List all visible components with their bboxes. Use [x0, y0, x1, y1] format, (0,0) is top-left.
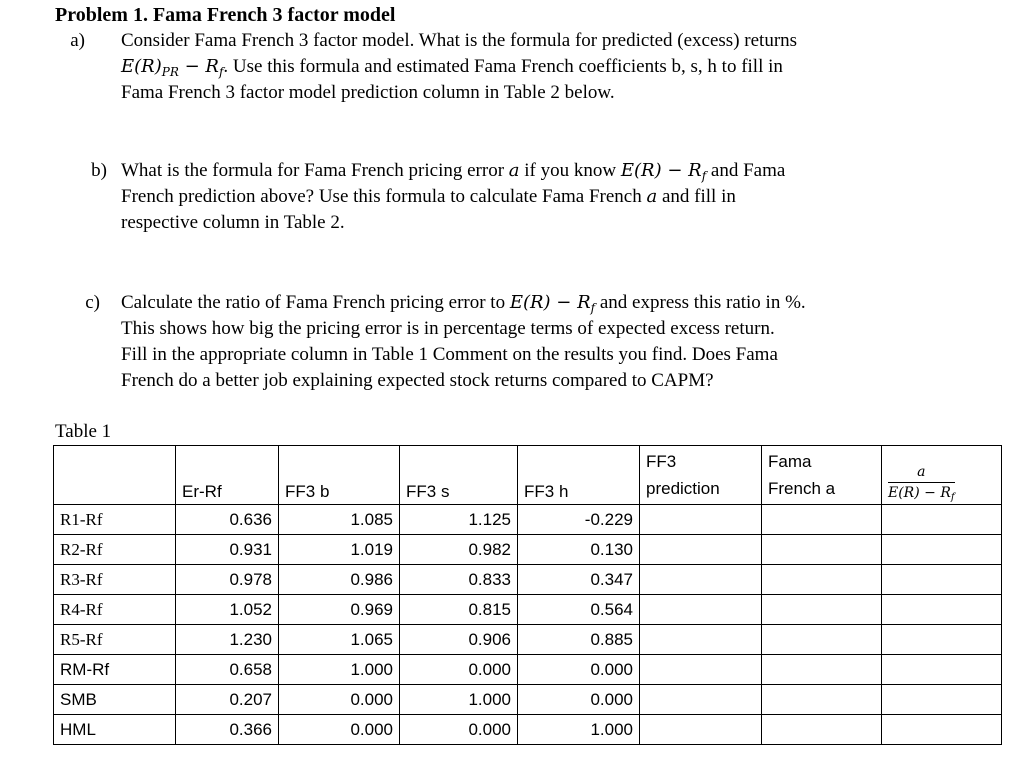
er-rf-cell: 1.230	[176, 625, 279, 655]
ff3-s-cell: 0.906	[400, 625, 518, 655]
table-row	[54, 625, 1002, 655]
header-ff3-prediction	[640, 446, 762, 505]
row-label-cell: R1-Rf	[54, 505, 176, 535]
ff3-h-cell: 0.885	[518, 625, 640, 655]
question-b-line-3: respective column in Table 2.	[121, 212, 345, 233]
question-b-text	[121, 158, 981, 236]
formula-minus-r: − R	[178, 56, 219, 77]
fama-french-alpha-cell	[762, 505, 882, 535]
fama-french-alpha-cell	[762, 625, 882, 655]
table-row	[54, 535, 1002, 565]
question-a-line-1: Consider Fama French 3 factor model. What is the formula for predicted (excess) returns	[121, 30, 798, 51]
formula-sub-f: f	[218, 65, 224, 79]
fama-french-alpha-cell	[762, 715, 882, 745]
formula-sub-pr: PR	[161, 65, 179, 79]
ff3-prediction-cell	[640, 655, 762, 685]
ff3-h-cell: 0.000	[518, 655, 640, 685]
ff3-s-cell: 0.982	[400, 535, 518, 565]
ff3-prediction-cell	[640, 625, 762, 655]
row-label-cell: HML	[54, 715, 176, 745]
header-ff3-b: FF3 b	[279, 446, 400, 505]
ff3-s-cell: 0.815	[400, 595, 518, 625]
er-rf-cell: 0.931	[176, 535, 279, 565]
ff3-s-cell: 1.000	[400, 685, 518, 715]
ff3-s-cell: 0.000	[400, 655, 518, 685]
alpha-ratio-denominator	[888, 483, 955, 501]
ff3-prediction-cell	[640, 715, 762, 745]
ff3-h-cell: 0.564	[518, 595, 640, 625]
question-a-text	[121, 28, 981, 106]
question-c-text	[121, 290, 1001, 394]
alpha-ratio-cell	[882, 685, 1002, 715]
ff3-s-cell: 1.125	[400, 505, 518, 535]
alpha-ratio-cell	[882, 565, 1002, 595]
ff3-h-cell: 0.130	[518, 535, 640, 565]
formula-sub-f: f	[701, 169, 707, 183]
question-b-line-2-post: and fill in	[657, 186, 736, 207]
row-label-cell: R4-Rf	[54, 595, 176, 625]
alpha-symbol: a	[508, 160, 520, 181]
ff3-b-cell: 1.065	[279, 625, 400, 655]
formula-er: E(R)	[121, 56, 162, 77]
question-a-line-2-rest: . Use this formula and estimated Fama French coefficients b, s, h to fill in	[223, 56, 783, 77]
fama-french-alpha-cell	[762, 685, 882, 715]
formula-er-minus-r: E(R) − R	[509, 292, 591, 313]
table-body	[54, 505, 1002, 745]
ff3-h-cell: 1.000	[518, 715, 640, 745]
header-fama-french-alpha	[762, 446, 882, 505]
er-rf-cell: 0.366	[176, 715, 279, 745]
fama-french-alpha-cell	[762, 655, 882, 685]
header-ff3-h: FF3 h	[518, 446, 640, 505]
ff3-prediction-cell	[640, 535, 762, 565]
table-caption: Table 1	[55, 421, 112, 442]
table-row	[54, 595, 1002, 625]
er-rf-cell: 0.636	[176, 505, 279, 535]
table-header-row	[54, 446, 1002, 505]
question-b-line-2	[121, 184, 981, 210]
header-fama-french-alpha-line-1: Fama	[768, 452, 812, 471]
question-b-line-1-mid: if you know	[519, 160, 621, 181]
ff3-prediction-cell	[640, 685, 762, 715]
formula-sub-f: f	[590, 301, 596, 315]
question-c-line-2: This shows how big the pricing error is in percentage terms of expected excess return.	[121, 318, 775, 339]
table-row	[54, 565, 1002, 595]
alpha-symbol: a	[646, 186, 658, 207]
question-a-line-3: Fama French 3 factor model prediction column in Table 2 below.	[121, 82, 615, 103]
alpha-ratio-cell	[882, 715, 1002, 745]
header-ff3-prediction-line-2: prediction	[646, 479, 720, 498]
ff3-b-cell: 0.000	[279, 685, 400, 715]
row-label-cell: SMB	[54, 685, 176, 715]
row-label-cell: R5-Rf	[54, 625, 176, 655]
alpha-ratio-numerator: a	[888, 464, 955, 483]
ff3-b-cell: 0.969	[279, 595, 400, 625]
question-b-line-1-post: and Fama	[706, 160, 786, 181]
ff3-b-cell: 1.000	[279, 655, 400, 685]
question-b-line-2-pre: French prediction above? Use this formula to calculate Fama French	[121, 186, 647, 207]
table-row	[54, 685, 1002, 715]
header-er-rf: Er-Rf	[176, 446, 279, 505]
question-c-line-4: French do a better job explaining expected stock returns compared to CAPM?	[121, 370, 714, 391]
row-label-cell: R3-Rf	[54, 565, 176, 595]
ff3-s-cell: 0.000	[400, 715, 518, 745]
formula-er-minus-r: E(R) − R	[620, 160, 702, 181]
alpha-ratio-cell	[882, 505, 1002, 535]
header-fama-french-alpha-line-2: French a	[768, 479, 836, 498]
ff3-b-cell: 1.085	[279, 505, 400, 535]
question-c-letter: c)	[85, 292, 100, 313]
table-row	[54, 715, 1002, 745]
problem-title: Problem 1. Fama French 3 factor model	[55, 4, 396, 26]
table-row	[54, 655, 1002, 685]
ff3-prediction-cell	[640, 565, 762, 595]
question-b-letter: b)	[91, 160, 107, 181]
er-rf-cell: 0.207	[176, 685, 279, 715]
alpha-ratio-denominator-sub: f	[950, 492, 955, 503]
ff3-b-cell: 1.019	[279, 535, 400, 565]
ff3-b-cell: 0.986	[279, 565, 400, 595]
ff3-b-cell: 0.000	[279, 715, 400, 745]
er-rf-cell: 1.052	[176, 595, 279, 625]
alpha-ratio-cell	[882, 595, 1002, 625]
header-alpha-ratio	[882, 446, 1002, 505]
row-label-cell: RM-Rf	[54, 655, 176, 685]
ff3-s-cell: 0.833	[400, 565, 518, 595]
ff3-h-cell: -0.229	[518, 505, 640, 535]
er-rf-cell: 0.658	[176, 655, 279, 685]
question-c-line-1	[121, 290, 1001, 316]
question-b-line-1-pre: What is the formula for Fama French pricing error	[121, 160, 509, 181]
alpha-ratio-fraction	[888, 464, 955, 501]
er-rf-cell: 0.978	[176, 565, 279, 595]
header-ff3-prediction-line-1: FF3	[646, 452, 677, 471]
fama-french-table	[53, 445, 1002, 745]
ff3-prediction-cell	[640, 595, 762, 625]
question-a-line-2	[121, 54, 981, 80]
alpha-ratio-cell	[882, 655, 1002, 685]
header-ff3-s: FF3 s	[400, 446, 518, 505]
question-c-line-1-pre: Calculate the ratio of Fama French pricing error to	[121, 292, 510, 313]
ff3-prediction-cell	[640, 505, 762, 535]
ff3-h-cell: 0.000	[518, 685, 640, 715]
table-row	[54, 505, 1002, 535]
question-a-letter: a)	[70, 30, 85, 51]
fama-french-alpha-cell	[762, 565, 882, 595]
ff3-h-cell: 0.347	[518, 565, 640, 595]
question-c-line-1-post: and express this ratio in %.	[595, 292, 806, 313]
fama-french-alpha-cell	[762, 535, 882, 565]
alpha-ratio-cell	[882, 535, 1002, 565]
alpha-ratio-cell	[882, 625, 1002, 655]
question-b-line-1	[121, 158, 981, 184]
header-row-label	[54, 446, 176, 505]
alpha-ratio-denominator-text: E(R) − R	[888, 485, 951, 501]
row-label-cell: R2-Rf	[54, 535, 176, 565]
fama-french-alpha-cell	[762, 595, 882, 625]
question-c-line-3: Fill in the appropriate column in Table 1 Comment on the results you find. Does Fama	[121, 344, 778, 365]
